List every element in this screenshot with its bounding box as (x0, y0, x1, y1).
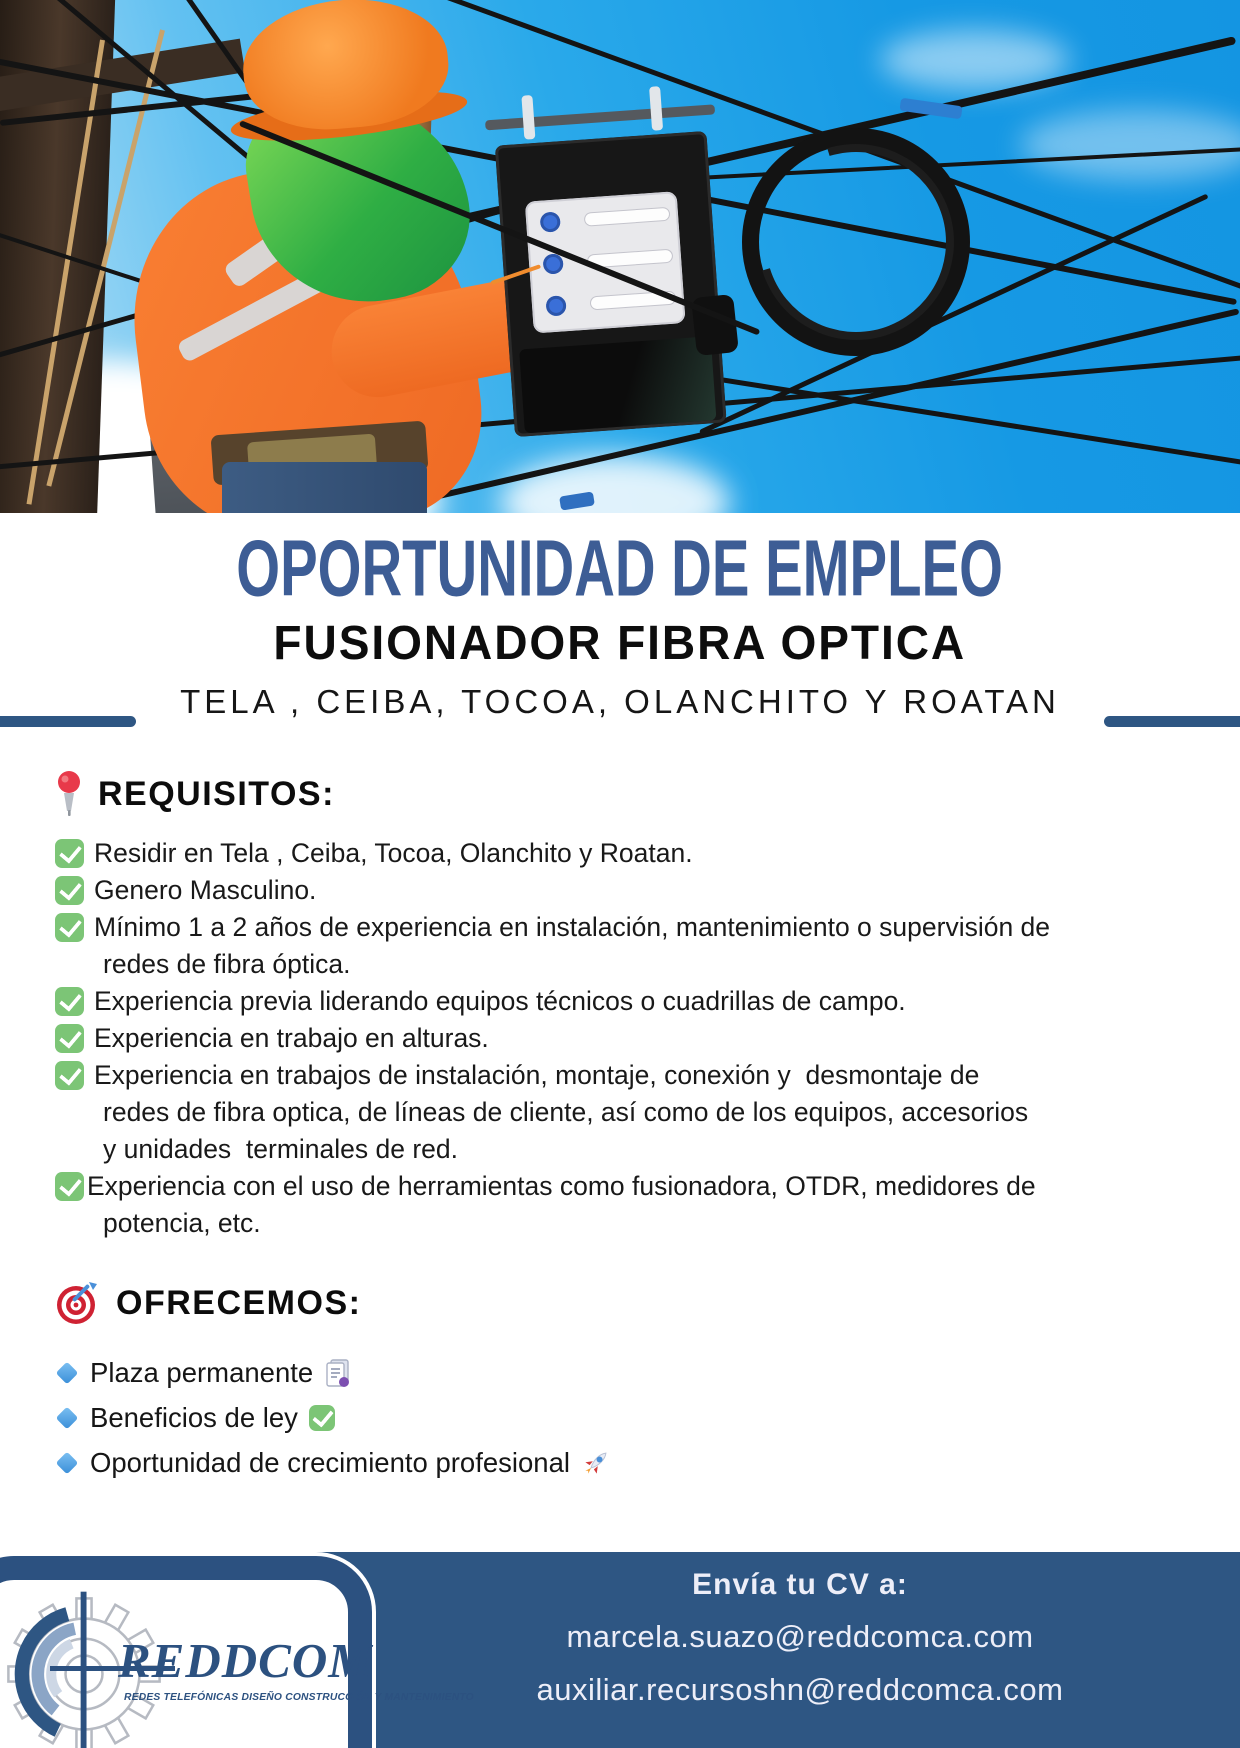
check-icon (55, 913, 84, 942)
check-icon (55, 1172, 84, 1201)
list-item: Experiencia previa liderando equipos técnicos o cuadrillas de campo. (55, 983, 1202, 1020)
email-address: marcela.suazo@reddcomca.com (566, 1619, 1034, 1654)
list-item-continuation: redes de fibra óptica. (103, 949, 351, 979)
list-item: Experiencia en trabajos de instalación, montaje, conexión y desmontaje de (55, 1057, 1202, 1094)
ofrecemos-list (55, 1350, 1202, 1485)
list-item-continuation: y unidades terminales de red. (103, 1134, 459, 1164)
fiber-connector (545, 295, 566, 316)
worker-jeans (222, 462, 427, 513)
decorative-bar-left (0, 716, 136, 727)
target-icon (55, 1280, 101, 1326)
mounting-bar (485, 104, 715, 130)
footer (0, 1548, 1240, 1748)
mounting-bolt (649, 86, 663, 131)
list-item: Experiencia en trabajo en alturas. (55, 1020, 1202, 1057)
check-icon (309, 1405, 335, 1431)
list-item: Oportunidad de crecimiento profesional (55, 1440, 1202, 1485)
check-icon (55, 1061, 84, 1090)
blue-diamond-icon (56, 1451, 79, 1474)
title-block (0, 523, 1240, 721)
page-title: OPORTUNIDAD DE EMPLEO (236, 523, 1004, 613)
closure-lower-flap (519, 336, 716, 433)
email-address: auxiliar.recursoshn@reddcomca.com (536, 1672, 1064, 1707)
hero-photo (0, 0, 1240, 513)
rocket-icon (581, 1448, 611, 1478)
check-icon (55, 876, 84, 905)
reddcom-logo (0, 1590, 474, 1748)
list-item: Mínimo 1 a 2 años de experiencia en instalación, mantenimiento o supervisión de (55, 909, 1202, 946)
list-item: Beneficios de ley (55, 1395, 1202, 1440)
fiber-connector (540, 211, 561, 232)
list-item-continuation: redes de fibra optica, de líneas de cliente, así como de los equipos, accesorios (103, 1097, 1029, 1127)
cv-heading: Envía tu CV a: (692, 1568, 908, 1601)
blue-diamond-icon (56, 1361, 79, 1384)
list-item: Plaza permanente (55, 1350, 1202, 1395)
blue-diamond-icon (56, 1406, 79, 1429)
check-icon (55, 839, 84, 868)
cloud (500, 455, 730, 513)
requisitos-heading-label: REQUISITOS: (98, 774, 335, 813)
splice-tray (525, 191, 686, 333)
list-item: Genero Masculino. (55, 872, 1202, 909)
tray-slot (584, 207, 671, 227)
requisitos-list (55, 835, 1202, 1242)
content (0, 771, 1240, 1485)
ofrecemos-heading-label: OFRECEMOS: (116, 1283, 362, 1322)
fiber-connector (543, 253, 564, 274)
list-item: Residir en Tela , Ceiba, Tocoa, Olanchito y Roatan. (55, 835, 1202, 872)
list-item-continuation: potencia, etc. (103, 1208, 261, 1238)
fiber-splice-closure (495, 131, 727, 445)
logo-wordmark: REDDCOM (118, 1633, 373, 1688)
job-title: FUSIONADOR FIBRA OPTICA (273, 617, 967, 670)
decorative-bar-right (1104, 716, 1240, 727)
requisitos-heading (55, 771, 1202, 817)
logo-tagline: REDES TELEFÓNICAS DISEÑO CONSTRUCCIÓN Y MANTENIMIENTO (124, 1692, 474, 1703)
cloud (1020, 110, 1240, 180)
ofrecemos-heading (55, 1280, 1202, 1326)
check-icon (55, 1024, 84, 1053)
logo-box (0, 1556, 474, 1748)
list-item: Experiencia con el uso de herramientas como fusionadora, OTDR, medidores de (55, 1168, 1202, 1205)
mounting-bolt (521, 95, 535, 140)
contact-block (390, 1568, 1210, 1708)
pushpin-icon (55, 771, 83, 817)
job-locations: TELA , CEIBA, TOCOA, OLANCHITO Y ROATAN (180, 683, 1060, 720)
document-icon (324, 1358, 352, 1388)
check-icon (55, 987, 84, 1016)
